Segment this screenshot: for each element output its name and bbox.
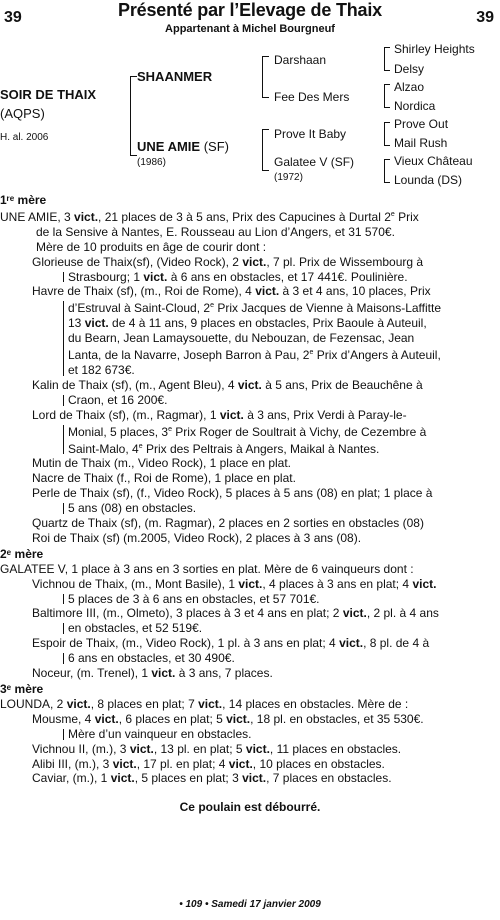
- text-run: , 2 pl. à 4 ans: [366, 606, 439, 621]
- text-run: 13: [68, 316, 85, 331]
- g2-sire-dam: Fee Des Mers: [274, 90, 350, 104]
- text-run-bold: vict.: [412, 576, 437, 591]
- g3-2: Delsy: [394, 62, 425, 76]
- second-dam-paragraph: GALATEE V, 1 place à 3 ans en 3 sorties en plat. Mère de 6 vainqueurs dont :: [0, 561, 414, 576]
- text-run-bold: vict.: [74, 209, 99, 224]
- text-run: , 7 places en obstacles.: [266, 771, 392, 786]
- g3-1: Shirley Heights: [394, 42, 475, 56]
- text-run: Lord de Thaix (sf), (m., Ragmar), 1: [32, 407, 220, 422]
- horse-info: H. al. 2006: [0, 132, 49, 143]
- page-subtitle: Appartenant à Michel Bourgneuf: [165, 23, 335, 35]
- text-run: Craon, et 16 200€.: [68, 392, 168, 407]
- produce-caviar: [0, 771, 500, 786]
- text-line: Mère d’un vainqueur en obstacles.: [32, 727, 500, 742]
- text-run: du Bearn, Jean Lamaysouette, du Nebouzan, de Fezensac, Jean: [68, 331, 415, 346]
- lot-number-right: 39: [476, 9, 494, 26]
- text-run: , 8 pl. de 4 à: [363, 636, 430, 651]
- text-line: Mère de 10 produits en âge de courir dont :: [36, 239, 267, 254]
- g2-dam-dam: Galatee V (SF): [274, 155, 355, 169]
- text-line: Mutin de Thaix (m., Video Rock), 1 place en plat.: [32, 456, 292, 471]
- text-run: d’Estruval à Saint-Cloud, 2: [68, 301, 211, 316]
- g3-3: Alzao: [394, 80, 425, 94]
- text-run-bold: vict.: [255, 284, 280, 299]
- text-run: , 8 places en plat; 7: [90, 696, 199, 711]
- text-run: , 7 pl. Prix de Wissembourg à: [266, 254, 424, 269]
- horse-breed: (AQPS): [0, 106, 45, 121]
- pedigree-bracket-3d: [384, 159, 390, 183]
- produce-quartz: [0, 516, 500, 531]
- dam-name: [137, 139, 229, 154]
- sire-name: SHAANMER: [137, 69, 213, 84]
- text-run: à 3 ans, 7 places.: [175, 666, 273, 681]
- text-run-bold: vict.: [151, 666, 176, 681]
- pedigree-bracket-3c: [384, 122, 390, 146]
- text-line: Quartz de Thaix (sf), (m. Ragmar), 2 places en 2 sorties en obstacles (08): [32, 516, 424, 531]
- g3-5: Prove Out: [394, 117, 449, 131]
- produce-havre: [0, 284, 500, 377]
- text-run: Vichnou de Thaix, (m., Mont Basile), 1: [32, 576, 239, 591]
- text-run: Kalin de Thaix (sf), (m., Agent Bleu), 4: [32, 377, 238, 392]
- text-line: en obstacles, et 52 519€.: [32, 621, 500, 636]
- page-title: Présenté par l’Elevage de Thaix: [118, 0, 382, 20]
- horse-name: SOIR DE THAIX: [0, 87, 97, 102]
- third-dam-paragraph: [0, 697, 500, 712]
- text-run-bold: vict.: [66, 696, 91, 711]
- g3-7: Vieux Château: [394, 154, 473, 168]
- text-run-bold: vict.: [112, 756, 137, 771]
- text-line: Nacre de Thaix (f., Roi de Rome), 1 place en plat.: [32, 471, 296, 486]
- text-line: 5 places de 3 à 6 ans en obstacles, et 57 701€.: [32, 592, 500, 607]
- dam-name-text: UNE AMIE: [137, 139, 201, 154]
- g3-6: Mail Rush: [394, 136, 448, 150]
- text-run: , 14 places en obstacles. Mère de :: [222, 696, 409, 711]
- text-run-bold: vict.: [226, 711, 251, 726]
- text-line: Roi de Thaix (sf) (m.2005, Video Rock), 2 places à 3 ans (08).: [32, 530, 362, 545]
- text-run: Mousme, 4: [32, 711, 95, 726]
- text-run: , 21 places de 3 à 5 ans, Prix des Capucines à Durtal 2: [98, 209, 391, 224]
- text-run: à 5 ans, Prix de Beauchêne à: [261, 377, 423, 392]
- text-run-bold: vict.: [143, 269, 168, 284]
- text-run: Espoir de Thaix, (m., Video Rock), 1 pl. à 3 ans en plat; 4: [32, 636, 340, 651]
- text-run: à 6 ans en obstacles, et 17 441€. Poulinière.: [167, 269, 408, 284]
- superscript: e: [309, 349, 314, 357]
- superscript: e: [210, 302, 214, 310]
- section-third-dam: 3ᵉ mère: [0, 682, 44, 696]
- g2-dam-dam-year: (1972): [274, 172, 303, 183]
- pedigree-bracket-2a: [262, 56, 269, 98]
- text-run: , 5 places en plat; 3: [134, 771, 243, 786]
- text-line: Perle de Thaix (sf), (f., Video Rock), 5 places à 5 ans (08) en plat; 1 place à: [32, 486, 433, 501]
- text-run: de 4 à 11 ans, 9 places en obstacles, Prix Baoule à Auteuil,: [108, 316, 427, 331]
- produce-lord: [0, 408, 500, 457]
- text-run: Prix d’Angers à Auteuil,: [313, 348, 441, 363]
- page-footer: • 109 • Samedi 17 janvier 2009: [179, 899, 321, 910]
- dam-breed: (SF): [200, 139, 229, 154]
- text-run: Glorieuse de Thaix(sf), (Video Rock), 2: [32, 254, 243, 269]
- first-dam-paragraph: [0, 208, 500, 255]
- section-first-dam: 1ʳᵉ mère: [0, 193, 47, 207]
- text-run: Saint-Malo, 4: [68, 441, 139, 456]
- g3-4: Nordica: [394, 99, 436, 113]
- text-run-bold: vict.: [245, 741, 270, 756]
- text-run-bold: vict.: [219, 407, 244, 422]
- text-run-bold: vict.: [339, 636, 364, 651]
- text-run: , 17 pl. en plat; 4: [136, 756, 229, 771]
- text-run: Prix des Peltrais à Angers, Maikal à Nantes.: [142, 441, 380, 456]
- text-run-bold: vict.: [129, 741, 154, 756]
- text-run: Prix Roger de Soultrait à Vichy, de Cezembre à: [171, 424, 427, 439]
- text-run: UNE AMIE, 3: [0, 209, 75, 224]
- text-line: de la Sensive à Nantes, E. Rousseau au Lion d’Angers, et 31 570€.: [36, 224, 395, 239]
- produce-glorieuse: [0, 255, 500, 285]
- text-run: Alibi III, (m.), 3: [32, 756, 113, 771]
- produce-noceur: [0, 666, 500, 681]
- text-run-bold: vict.: [228, 756, 253, 771]
- pedigree-bracket-3a: [384, 47, 390, 71]
- g3-8: Lounda (DS): [394, 173, 463, 187]
- pedigree-bracket-3b: [384, 84, 390, 108]
- text-run: et 182 673€.: [68, 362, 135, 377]
- produce-roi: [0, 531, 500, 546]
- produce-perle: [0, 486, 500, 516]
- section-second-dam: 2ᵉ mère: [0, 546, 44, 561]
- text-run-bold: vict.: [242, 771, 267, 786]
- text-run: , 18 pl. en obstacles, et 35 530€.: [250, 711, 424, 726]
- text-run: , 13 pl. en plat; 5: [153, 741, 246, 756]
- pedigree-bracket-1: [130, 76, 137, 156]
- superscript: e: [390, 210, 395, 218]
- produce-baltimore: [0, 606, 500, 636]
- text-run-bold: vict.: [94, 711, 119, 726]
- text-run: , 10 places en obstacles.: [252, 756, 385, 771]
- produce-nacre: [0, 471, 500, 486]
- text-run: Noceur, (m. Trenel), 1: [32, 666, 152, 681]
- text-run: Baltimore III, (m., Olmeto), 3 places à 3 et 4 ans en plat; 2: [32, 606, 343, 621]
- text-run-bold: vict.: [84, 316, 109, 331]
- text-run: Prix: [394, 209, 419, 224]
- text-run-bold: vict.: [198, 696, 223, 711]
- text-run: Monial, 5 places, 3: [68, 424, 169, 439]
- text-run: Havre de Thaix (sf), (m., Roi de Rome), 4: [32, 284, 256, 299]
- produce-alibi: [0, 757, 500, 772]
- produce-espoir: [0, 636, 500, 666]
- text-line: 5 ans (08) en obstacles.: [32, 501, 500, 516]
- g2-sire-sire: Darshaan: [274, 53, 327, 67]
- pedigree-bracket-2b: [262, 129, 269, 171]
- text-run-bold: vict.: [238, 576, 263, 591]
- text-run: Caviar, (m.), 1: [32, 771, 111, 786]
- text-run: Prix Jacques de Vienne à Maisons-Laffitte: [213, 301, 442, 316]
- text-run: à 3 et 4 ans, 10 places, Prix: [279, 284, 431, 299]
- superscript: e: [168, 425, 172, 433]
- produce-record: [0, 192, 500, 815]
- text-run: , 6 places en plat; 5: [118, 711, 227, 726]
- text-run: Strasbourg; 1: [68, 269, 144, 284]
- lot-number-left: 39: [4, 9, 22, 26]
- text-run: , 4 places à 3 ans en plat; 4: [262, 576, 413, 591]
- text-run-bold: vict.: [242, 254, 267, 269]
- text-run: à 3 ans, Prix Verdi à Paray-le-: [243, 407, 407, 422]
- closing-note: Ce poulain est débourré.: [179, 800, 321, 815]
- produce-mousme: [0, 712, 500, 742]
- produce-kalin: [0, 378, 500, 408]
- text-run: Vichnou II, (m.), 3: [32, 741, 130, 756]
- text-run: , 11 places en obstacles.: [269, 741, 402, 756]
- g2-dam-sire: Prove It Baby: [274, 127, 347, 141]
- produce-mutin: [0, 456, 500, 471]
- text-run: LOUNDA, 2: [0, 696, 67, 711]
- superscript: e: [138, 442, 143, 450]
- text-run-bold: vict.: [342, 606, 367, 621]
- text-run-bold: vict.: [237, 377, 262, 392]
- text-line: 6 ans en obstacles, et 30 490€.: [32, 651, 500, 666]
- dam-year: (1986): [137, 157, 166, 168]
- text-run-bold: vict.: [110, 771, 135, 786]
- produce-vichnou-de-thaix: [0, 577, 500, 607]
- produce-vichnou-ii: [0, 742, 500, 757]
- text-run: Lanta, de la Navarre, Joseph Barron à Pau, 2: [68, 348, 310, 363]
